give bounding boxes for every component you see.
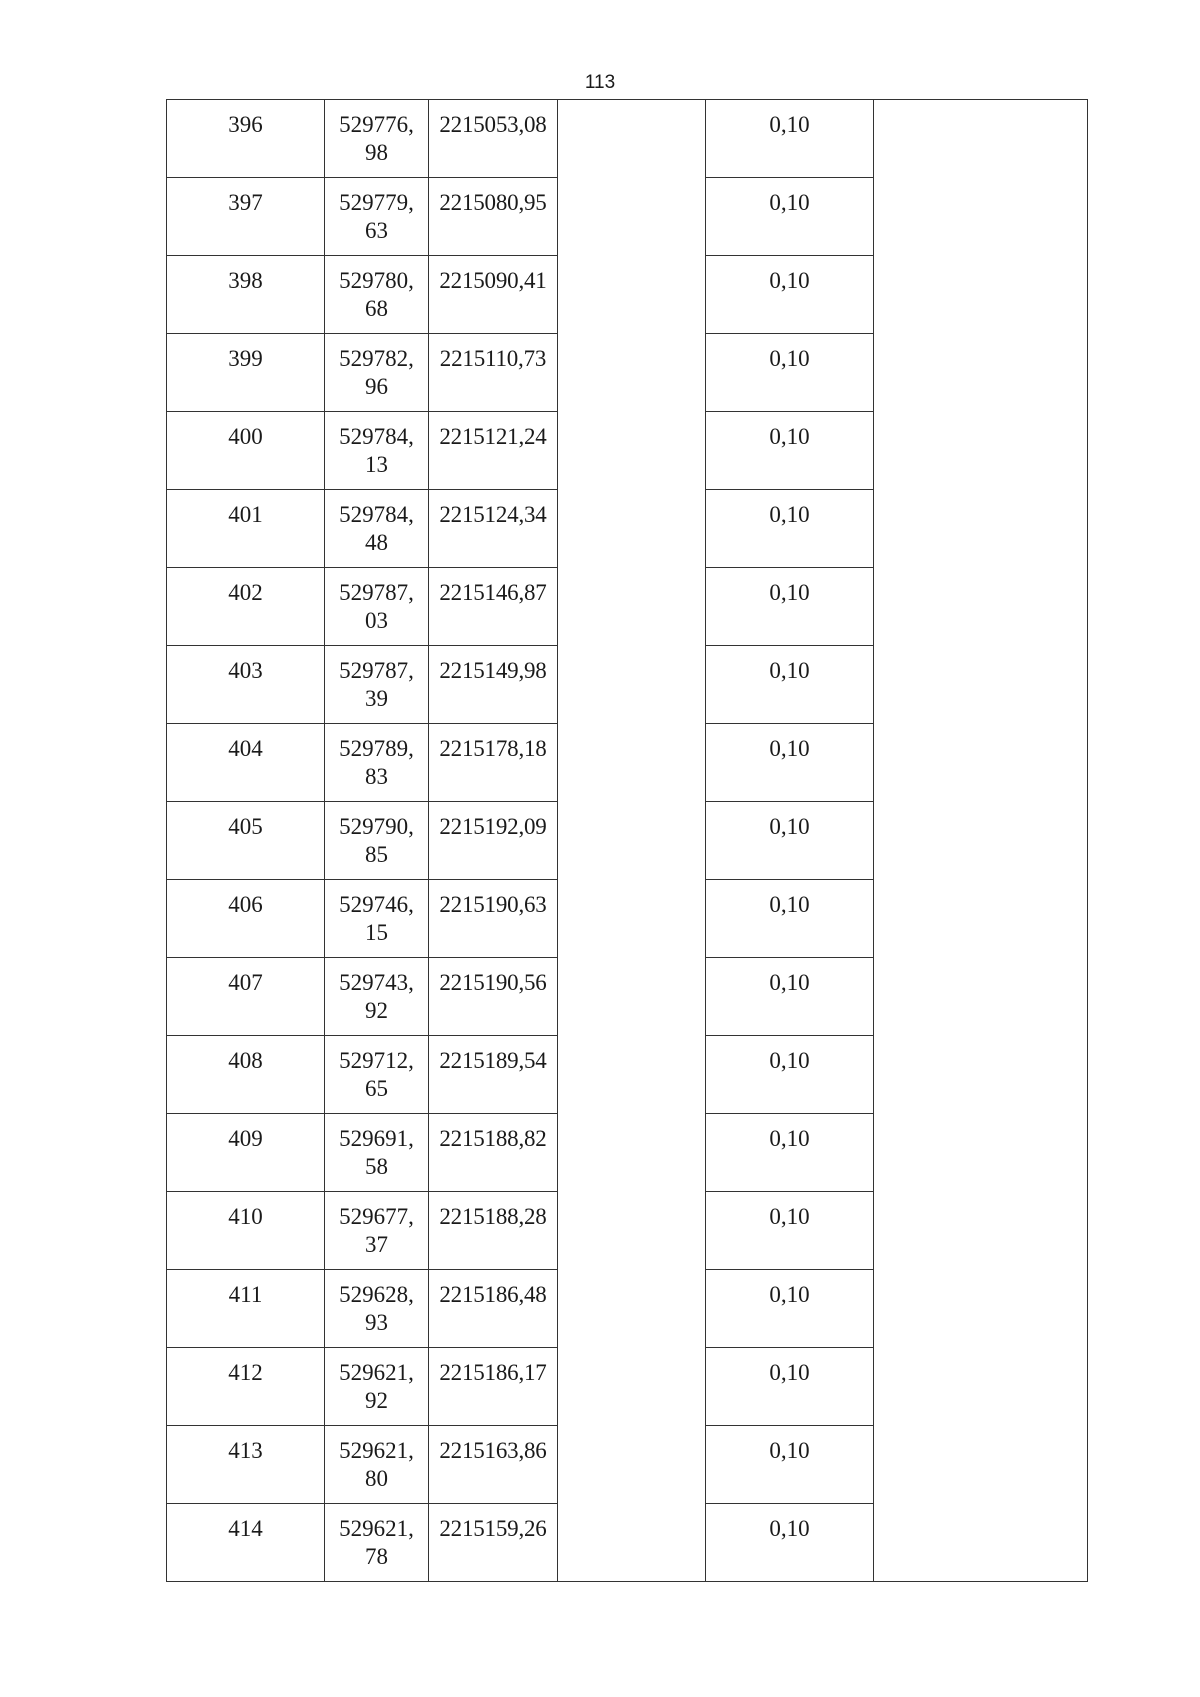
x-coordinate-fraction-part: 98 [365,140,388,165]
table-row [167,1426,1088,1504]
x-coordinate-cell [325,490,429,568]
point-number-cell: 402 [167,568,325,646]
empty-cell [558,412,706,490]
y-coordinate-cell: 2215090,41 [429,256,558,334]
point-number-cell: 413 [167,1426,325,1504]
x-coordinate-fraction-part: 85 [365,842,388,867]
description-cell [874,1504,1088,1582]
point-number-cell: 414 [167,1504,325,1582]
x-coordinate-cell [325,1036,429,1114]
point-number-cell: 408 [167,1036,325,1114]
y-coordinate-cell: 2215163,86 [429,1426,558,1504]
y-coordinate-cell: 2215192,09 [429,802,558,880]
table-row [167,256,1088,334]
table-row [167,490,1088,568]
x-coordinate-fraction-part: 37 [365,1232,388,1257]
accuracy-cell: 0,10 [706,334,874,412]
x-coordinate-integer-part: 529677, [339,1204,414,1229]
coordinates-table [166,99,1088,1582]
x-coordinate-fraction-part: 93 [365,1310,388,1335]
point-number-cell: 412 [167,1348,325,1426]
point-number-cell: 410 [167,1192,325,1270]
x-coordinate-fraction-part: 96 [365,374,388,399]
table-row [167,802,1088,880]
accuracy-cell: 0,10 [706,568,874,646]
y-coordinate-cell: 2215121,24 [429,412,558,490]
empty-cell [558,1348,706,1426]
y-coordinate-cell: 2215178,18 [429,724,558,802]
accuracy-cell: 0,10 [706,256,874,334]
x-coordinate-fraction-part: 92 [365,1388,388,1413]
empty-cell [558,1426,706,1504]
point-number-cell: 401 [167,490,325,568]
x-coordinate-cell [325,1270,429,1348]
accuracy-cell: 0,10 [706,1348,874,1426]
accuracy-cell: 0,10 [706,412,874,490]
point-number-cell: 407 [167,958,325,1036]
accuracy-cell: 0,10 [706,1270,874,1348]
empty-cell [558,568,706,646]
accuracy-cell: 0,10 [706,802,874,880]
description-cell [874,1036,1088,1114]
y-coordinate-cell: 2215188,28 [429,1192,558,1270]
y-coordinate-cell: 2215189,54 [429,1036,558,1114]
description-cell [874,178,1088,256]
x-coordinate-fraction-part: 63 [365,218,388,243]
x-coordinate-integer-part: 529621, [339,1438,414,1463]
empty-cell [558,1270,706,1348]
point-number-cell: 405 [167,802,325,880]
x-coordinate-integer-part: 529784, [339,424,414,449]
coordinates-table-body [167,100,1088,1582]
accuracy-cell: 0,10 [706,1192,874,1270]
x-coordinate-fraction-part: 80 [365,1466,388,1491]
x-coordinate-cell [325,880,429,958]
y-coordinate-cell: 2215124,34 [429,490,558,568]
description-cell [874,334,1088,412]
description-cell [874,568,1088,646]
x-coordinate-integer-part: 529782, [339,346,414,371]
x-coordinate-integer-part: 529789, [339,736,414,761]
x-coordinate-integer-part: 529787, [339,658,414,683]
x-coordinate-cell [325,1348,429,1426]
x-coordinate-fraction-part: 03 [365,608,388,633]
empty-cell [558,490,706,568]
description-cell [874,1348,1088,1426]
description-cell [874,1114,1088,1192]
empty-cell [558,724,706,802]
accuracy-cell: 0,10 [706,1426,874,1504]
x-coordinate-cell [325,1192,429,1270]
x-coordinate-fraction-part: 58 [365,1154,388,1179]
x-coordinate-integer-part: 529779, [339,190,414,215]
empty-cell [558,1192,706,1270]
x-coordinate-integer-part: 529621, [339,1516,414,1541]
x-coordinate-cell [325,334,429,412]
y-coordinate-cell: 2215186,17 [429,1348,558,1426]
x-coordinate-fraction-part: 68 [365,296,388,321]
point-number-cell: 398 [167,256,325,334]
x-coordinate-integer-part: 529787, [339,580,414,605]
x-coordinate-integer-part: 529712, [339,1048,414,1073]
x-coordinate-fraction-part: 39 [365,686,388,711]
accuracy-cell: 0,10 [706,724,874,802]
empty-cell [558,178,706,256]
empty-cell [558,880,706,958]
description-cell [874,1270,1088,1348]
point-number-cell: 406 [167,880,325,958]
x-coordinate-cell [325,178,429,256]
y-coordinate-cell: 2215053,08 [429,100,558,178]
x-coordinate-fraction-part: 92 [365,998,388,1023]
x-coordinate-integer-part: 529790, [339,814,414,839]
table-row [167,1348,1088,1426]
x-coordinate-cell [325,100,429,178]
table-row [167,1114,1088,1192]
description-cell [874,1192,1088,1270]
accuracy-cell: 0,10 [706,1504,874,1582]
y-coordinate-cell: 2215080,95 [429,178,558,256]
x-coordinate-cell [325,1426,429,1504]
table-row [167,334,1088,412]
table-row [167,1270,1088,1348]
y-coordinate-cell: 2215110,73 [429,334,558,412]
x-coordinate-cell [325,802,429,880]
x-coordinate-cell [325,1114,429,1192]
empty-cell [558,1504,706,1582]
point-number-cell: 399 [167,334,325,412]
table-row [167,568,1088,646]
description-cell [874,958,1088,1036]
description-cell [874,880,1088,958]
table-row [167,412,1088,490]
empty-cell [558,256,706,334]
empty-cell [558,802,706,880]
x-coordinate-fraction-part: 13 [365,452,388,477]
x-coordinate-integer-part: 529784, [339,502,414,527]
x-coordinate-fraction-part: 48 [365,530,388,555]
x-coordinate-cell [325,724,429,802]
y-coordinate-cell: 2215146,87 [429,568,558,646]
x-coordinate-fraction-part: 78 [365,1544,388,1569]
x-coordinate-integer-part: 529628, [339,1282,414,1307]
x-coordinate-cell [325,1504,429,1582]
empty-cell [558,958,706,1036]
point-number-cell: 403 [167,646,325,724]
y-coordinate-cell: 2215159,26 [429,1504,558,1582]
description-cell [874,1426,1088,1504]
accuracy-cell: 0,10 [706,880,874,958]
description-cell [874,802,1088,880]
point-number-cell: 397 [167,178,325,256]
y-coordinate-cell: 2215149,98 [429,646,558,724]
table-row [167,178,1088,256]
y-coordinate-cell: 2215186,48 [429,1270,558,1348]
accuracy-cell: 0,10 [706,646,874,724]
accuracy-cell: 0,10 [706,1036,874,1114]
x-coordinate-cell [325,412,429,490]
table-row [167,100,1088,178]
description-cell [874,100,1088,178]
y-coordinate-cell: 2215190,63 [429,880,558,958]
empty-cell [558,1114,706,1192]
x-coordinate-integer-part: 529776, [339,112,414,137]
x-coordinate-fraction-part: 83 [365,764,388,789]
point-number-cell: 404 [167,724,325,802]
x-coordinate-cell [325,256,429,334]
table-row [167,880,1088,958]
x-coordinate-integer-part: 529621, [339,1360,414,1385]
x-coordinate-integer-part: 529780, [339,268,414,293]
y-coordinate-cell: 2215190,56 [429,958,558,1036]
accuracy-cell: 0,10 [706,490,874,568]
empty-cell [558,646,706,724]
table-row [167,1192,1088,1270]
page-number: 113 [584,72,616,93]
empty-cell [558,1036,706,1114]
table-row [167,646,1088,724]
x-coordinate-integer-part: 529746, [339,892,414,917]
point-number-cell: 400 [167,412,325,490]
table-row [167,958,1088,1036]
point-number-cell: 396 [167,100,325,178]
description-cell [874,490,1088,568]
table-row [167,1504,1088,1582]
point-number-cell: 411 [167,1270,325,1348]
y-coordinate-cell: 2215188,82 [429,1114,558,1192]
description-cell [874,256,1088,334]
x-coordinate-fraction-part: 65 [365,1076,388,1101]
accuracy-cell: 0,10 [706,1114,874,1192]
x-coordinate-cell [325,568,429,646]
x-coordinate-cell [325,958,429,1036]
description-cell [874,724,1088,802]
accuracy-cell: 0,10 [706,178,874,256]
description-cell [874,412,1088,490]
x-coordinate-integer-part: 529743, [339,970,414,995]
x-coordinate-cell [325,646,429,724]
empty-cell [558,100,706,178]
description-cell [874,646,1088,724]
empty-cell [558,334,706,412]
accuracy-cell: 0,10 [706,100,874,178]
table-row [167,1036,1088,1114]
x-coordinate-integer-part: 529691, [339,1126,414,1151]
table-row [167,724,1088,802]
point-number-cell: 409 [167,1114,325,1192]
x-coordinate-fraction-part: 15 [365,920,388,945]
accuracy-cell: 0,10 [706,958,874,1036]
